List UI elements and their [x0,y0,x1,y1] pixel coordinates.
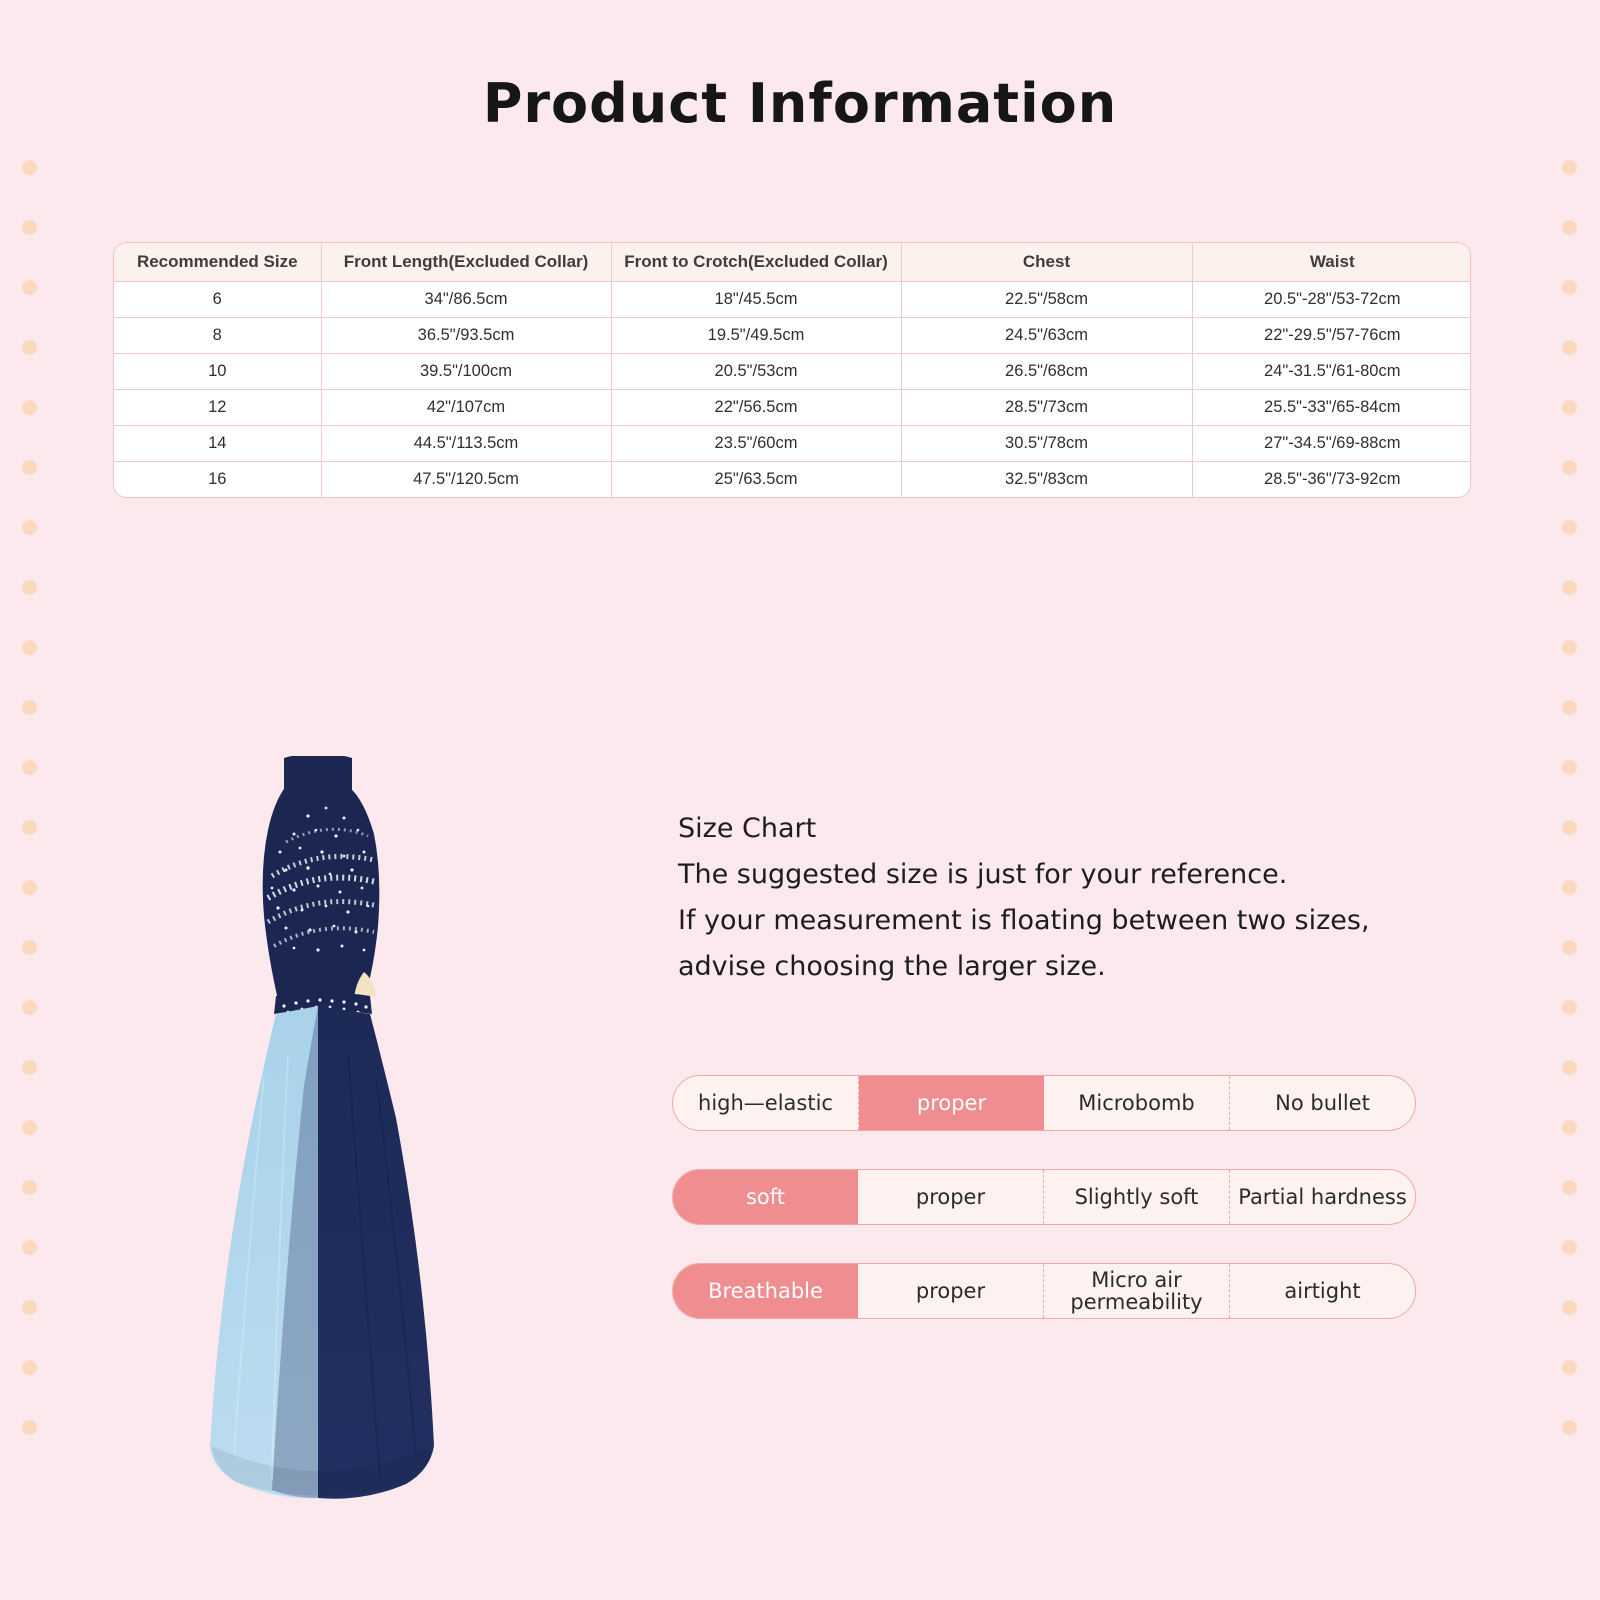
property-option-high-elastic[interactable]: high—elastic [673,1076,859,1130]
decorative-dot [1562,1360,1577,1375]
cell-front-length: 34"/86.5cm [321,282,611,318]
decorative-dot [1562,580,1577,595]
column-header-front-to-crotch: Front to Crotch(Excluded Collar) [611,243,901,282]
cell-waist: 24"-31.5"/61-80cm [1192,354,1471,390]
decorative-dot [22,1300,37,1315]
decorative-dot [1562,880,1577,895]
property-option-microbomb[interactable]: Microbomb [1044,1076,1230,1130]
decorative-dot [1562,820,1577,835]
decorative-dot [22,940,37,955]
cell-front-length: 39.5"/100cm [321,354,611,390]
left-dot-rail [22,160,38,1460]
decorative-dot [22,160,37,175]
cell-size: 10 [114,354,321,390]
size-chart-table [114,243,1471,497]
fabric-property-scales [672,1075,1416,1357]
decorative-dot [22,760,37,775]
decorative-dot [1562,700,1577,715]
decorative-dot [1562,220,1577,235]
table-row [114,426,1471,462]
cell-size: 8 [114,318,321,354]
cell-size: 12 [114,390,321,426]
cell-chest: 26.5"/68cm [901,354,1192,390]
decorative-dot [22,1360,37,1375]
table-row [114,354,1471,390]
decorative-dot [22,460,37,475]
decorative-dot [22,340,37,355]
column-header-chest: Chest [901,243,1192,282]
cell-chest: 24.5"/63cm [901,318,1192,354]
table-row [114,282,1471,318]
column-header-front-length: Front Length(Excluded Collar) [321,243,611,282]
cell-front-length: 36.5"/93.5cm [321,318,611,354]
cell-waist: 27"-34.5"/69-88cm [1192,426,1471,462]
decorative-dot [22,1240,37,1255]
cell-front-length: 47.5"/120.5cm [321,462,611,498]
cell-waist: 22"-29.5"/57-76cm [1192,318,1471,354]
property-option-soft[interactable]: soft [673,1170,858,1224]
cell-front-length: 42"/107cm [321,390,611,426]
page-title: Product Information [482,72,1118,135]
decorative-dot [22,280,37,295]
decorative-dot [22,1120,37,1135]
decorative-dot [1562,280,1577,295]
decorative-dot [1562,1420,1577,1435]
cell-chest: 32.5"/83cm [901,462,1192,498]
cell-front-to-crotch: 19.5"/49.5cm [611,318,901,354]
property-option-partial-hardness[interactable]: Partial hardness [1238,1184,1407,1209]
decorative-dot [1562,1180,1577,1195]
property-row-elasticity [672,1075,1416,1131]
property-row-breathability [672,1263,1416,1319]
decorative-dot [1562,1120,1577,1135]
right-dot-rail [1562,160,1578,1460]
column-header-recommended-size: Recommended Size [114,243,321,282]
cell-size: 16 [114,462,321,498]
property-option-slightly-soft[interactable]: Slightly soft [1044,1170,1230,1224]
note-line-2: The suggested size is just for your reference. [678,859,1288,890]
table-row [114,390,1471,426]
size-chart-note [678,806,1438,990]
cell-waist: 28.5"-36"/73-92cm [1192,462,1471,498]
decorative-dot [22,1420,37,1435]
decorative-dot [1562,940,1577,955]
decorative-dot [1562,400,1577,415]
property-row-softness [672,1169,1416,1225]
decorative-dot [1562,1240,1577,1255]
cell-waist: 25.5"-33"/65-84cm [1192,390,1471,426]
cell-chest: 28.5"/73cm [901,390,1192,426]
property-option-micro-air-permeability[interactable]: Micro air permeability [1044,1264,1230,1318]
decorative-dot [1562,1300,1577,1315]
cell-chest: 22.5"/58cm [901,282,1192,318]
decorative-dot [22,820,37,835]
decorative-dot [1562,460,1577,475]
decorative-dot [1562,340,1577,355]
property-option-breathable[interactable]: Breathable [673,1264,858,1318]
property-option-proper-elastic[interactable]: proper [859,1076,1044,1130]
decorative-dot [22,700,37,715]
note-line-1: Size Chart [678,813,817,844]
decorative-dot [22,1000,37,1015]
note-line-4: advise choosing the larger size. [678,951,1106,982]
decorative-dot [1562,1000,1577,1015]
cell-front-to-crotch: 23.5"/60cm [611,426,901,462]
product-image [168,756,468,1516]
decorative-dot [22,520,37,535]
cell-chest: 30.5"/78cm [901,426,1192,462]
property-option-proper-soft[interactable]: proper [858,1170,1044,1224]
cell-size: 6 [114,282,321,318]
column-header-waist: Waist [1192,243,1471,282]
decorative-dot [1562,520,1577,535]
decorative-dot [1562,640,1577,655]
decorative-dot [1562,1060,1577,1075]
note-line-3: If your measurement is floating between two sizes, [678,905,1370,936]
decorative-dot [22,880,37,895]
property-option-no-bullet[interactable]: No bullet [1275,1090,1370,1115]
decorative-dot [22,580,37,595]
size-chart-table-container [113,242,1471,498]
cell-front-length: 44.5"/113.5cm [321,426,611,462]
table-row [114,462,1471,498]
cell-front-to-crotch: 20.5"/53cm [611,354,901,390]
decorative-dot [22,1060,37,1075]
property-option-airtight[interactable]: airtight [1284,1278,1361,1303]
decorative-dot [22,1180,37,1195]
table-row [114,318,1471,354]
decorative-dot [1562,160,1577,175]
cell-size: 14 [114,426,321,462]
decorative-dot [22,400,37,415]
decorative-dot [22,220,37,235]
decorative-dot [22,640,37,655]
cell-waist: 20.5"-28"/53-72cm [1192,282,1471,318]
cell-front-to-crotch: 25"/63.5cm [611,462,901,498]
cell-front-to-crotch: 22"/56.5cm [611,390,901,426]
cell-front-to-crotch: 18"/45.5cm [611,282,901,318]
decorative-dot [1562,760,1577,775]
property-option-proper-breathable[interactable]: proper [858,1264,1044,1318]
table-header-row [114,243,1471,282]
